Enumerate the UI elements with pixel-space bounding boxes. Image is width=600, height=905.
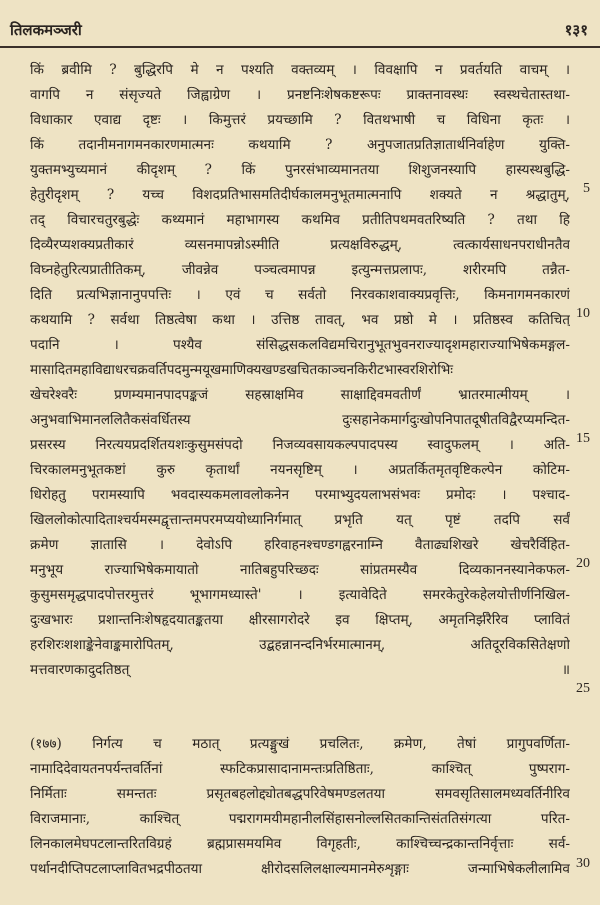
page-number: १३१ <box>564 21 588 39</box>
text-line: वागपि न संसृज्यते जिह्वाग्रेण । प्रनष्टनिःशेषकष्टरूपः प्राक्तनावस्थः स्वस्थचेतास्तथा- <box>30 87 570 103</box>
text-line: तद् विचारचतुरबुद्धेः कथ्यमानं महाभागस्य कथमिव प्रतीतिपथमवतरिष्यति ? तथा हि <box>30 212 570 228</box>
header-rule <box>0 46 600 48</box>
text-line: दिति प्रत्यभिज्ञानानुपपत्तिः । एवं च सर्वतो निरवकाशवाक्यप्रवृत्तिः, किमनागमनकारणं <box>30 287 570 303</box>
line-number: 20 <box>576 556 590 571</box>
text-block-main <box>30 58 570 683</box>
text-line: हरशिरःशशाङ्केनेवाङ्कमारोपितम्, उद्बहन्नानन्दनिर्भरमात्मानम्, अतिदूरविकसितेक्षणो <box>30 637 570 653</box>
text-line: निर्मिताः समन्ततः प्रसृतबहलोद्द्योतबद्धपरिवेषमण्डलतया समवसृतिसालमध्यवर्तिनीरिव <box>30 786 570 802</box>
text-line: दिव्यैरप्यशक्यप्रतीकारं व्यसनमापन्नोऽस्मीति प्रत्यक्षविरुद्धम्, त्वत्कार्यसाधनपराधीनतैव <box>30 237 570 253</box>
text-line: (१७७) निर्गत्य च मठात् प्रत्यङ्मुखं प्रचलितः, क्रमेण, तेषां प्रागुपवर्णिता- <box>30 736 570 752</box>
text-line: मनुभूय राज्याभिषेकमायातो नातिबहुपरिच्छदः सांप्रतमस्यैव दिव्यकाननस्यानेकफल- <box>30 562 570 578</box>
running-title: तिलकमञ्जरी <box>10 21 82 39</box>
line-number: 5 <box>583 181 590 196</box>
text-line: कुसुमसमृद्धपादपोत्तरमुत्तरं भूभागमध्यास्ते' । इत्यावेदिते समरकेतुरेकहेलयोत्तीर्णनिखिल- <box>30 587 570 603</box>
text-line: युक्तमभ्युच्यमानं कीदृशम् ? किं पुनरसंभाव्यमानतया शिशुजनस्यापि हास्यस्थबुद्धि- <box>30 162 570 178</box>
line-number: 10 <box>576 306 590 321</box>
text-line: खेचरेश्वरैः प्रणम्यमानपादपङ्कजं सहस्राक्षमिव साक्षाद्दिवमवतीर्णं भ्रातरमात्मीयम् । <box>30 387 570 403</box>
text-line: नामादिदेवायतनपर्यन्तवर्तिनां स्फटिकप्रासादानामन्तःप्रतिष्ठिताः, काश्चित् पुष्पराग- <box>30 761 570 777</box>
text-line: क्रमेण ज्ञातासि । देवोऽपि हरिवाहनश्चण्डगह्वरनाम्नि वैताढ्यशिखरे खेचरैर्विहित- <box>30 537 570 553</box>
text-line: पदानि । पश्यैव संसिद्धसकलविद्यमचिरानुभूतभुवनराज्यादृशमहाराज्याभिषेकमङ्गल- <box>30 337 570 353</box>
running-header <box>0 14 600 44</box>
text-line: पर्थानदीप्तिपटलाप्लावितभद्रपीठतया क्षीरोदसलिलक्षाल्यमानमेरुशृङ्गाः जन्माभिषेकलीलामिव <box>30 861 570 877</box>
text-line: किं ब्रवीमि ? बुद्धिरपि मे न पश्यति वक्तव्यम् । विवक्षापि न प्रवर्तयति वाचम् । <box>30 62 570 78</box>
text-line: कथयामि ? सर्वथा तिष्ठत्वेषा कथा । उत्तिष्ठ तावत्, भव प्रष्ठो मे । प्रतिष्ठस्व कतिचित् <box>30 312 570 328</box>
text-line: प्रसरस्य निरत्ययप्रदर्शितयशःकुसुमसंपदो निजव्यवसायकल्पपादपस्य स्वादुफलम् । अति- <box>30 437 570 453</box>
text-line: लिनकालमेघपटलान्तरितविग्रहं ब्रह्मप्रासमयमिव विगृहतीः, काश्चिच्चन्द्रकान्तनिर्वृत्ताः सर्व- <box>30 836 570 852</box>
text-line: विराजमानाः, काश्चित् पद्मरागमयीमहानीलसिंहासनोल्लसितकान्तिसंततिसंगत्या परित- <box>30 811 570 827</box>
text-line: चिरकालमनुभूतकष्टां कुरु कृतार्थां नयनसृष्टिम् । अप्रतर्कितमृतवृष्टिकल्पेन कोटिम- <box>30 462 570 478</box>
text-line: हेतुरीदृशम् ? यच्च विशदप्रतिभासमतिदीर्घकालमनुभूतमात्मनापि शक्यते न श्रद्धातुम्, <box>30 187 570 203</box>
line-number: 15 <box>576 431 590 446</box>
line-number: 30 <box>576 856 590 871</box>
line-number: 25 <box>576 681 590 696</box>
text-line: मासादितमहाविद्याधरचक्रवर्तिपदमुन्मयूखमाणिक्यखण्डखचितकाञ्चनकिरीटभास्वरशिरोभिः <box>30 362 454 378</box>
text-line: खिललोकोत्पादिताश्चर्यमस्मद्वृत्तान्तमपरमप्ययोध्यानिर्गमात् प्रभृति यत् पृष्टं तदपि सर्वं <box>30 512 570 528</box>
text-line: मत्तवारणकादुदतिष्ठत् ॥ <box>30 662 570 678</box>
text-block-section-177 <box>30 732 570 882</box>
text-line: विघ्नहेतुरित्यप्रातीतिकम्, जीवन्नेव पञ्चत्वमापन्न इत्युन्मत्तप्रलापः, शरीरमपि तन्नैत- <box>30 262 570 278</box>
text-line: विधाकार एवाद्य दृष्टः । किमुत्तरं प्रयच्छामि ? वितथभाषी च विधिना कृतः । <box>30 112 570 128</box>
text-line: धिरोहतु परामस्यापि भवदास्यकमलावलोकनेन परमाभ्युदयलाभसंभवः प्रमोदः । पश्चाद- <box>30 487 570 503</box>
text-line: अनुभवाभिमानललितैकसंवर्धितस्य दुःसहानेकमार्गदुःखोपनिपातदूषीतविद्वैरप्यमन्दित- <box>30 412 570 428</box>
text-line: दुःखभारः प्रशान्तनिःशेषहृदयातङ्कतया क्षीरसागरोदरे इव क्षिप्तम्, अमृतनिर्झरैरिव प्लावितं <box>30 612 570 628</box>
text-line: किं तदानीमनागमनकारणमात्मनः कथयामि ? अनुपजातप्रतिज्ञातार्थनिर्वाहेण युक्ति- <box>30 137 570 153</box>
